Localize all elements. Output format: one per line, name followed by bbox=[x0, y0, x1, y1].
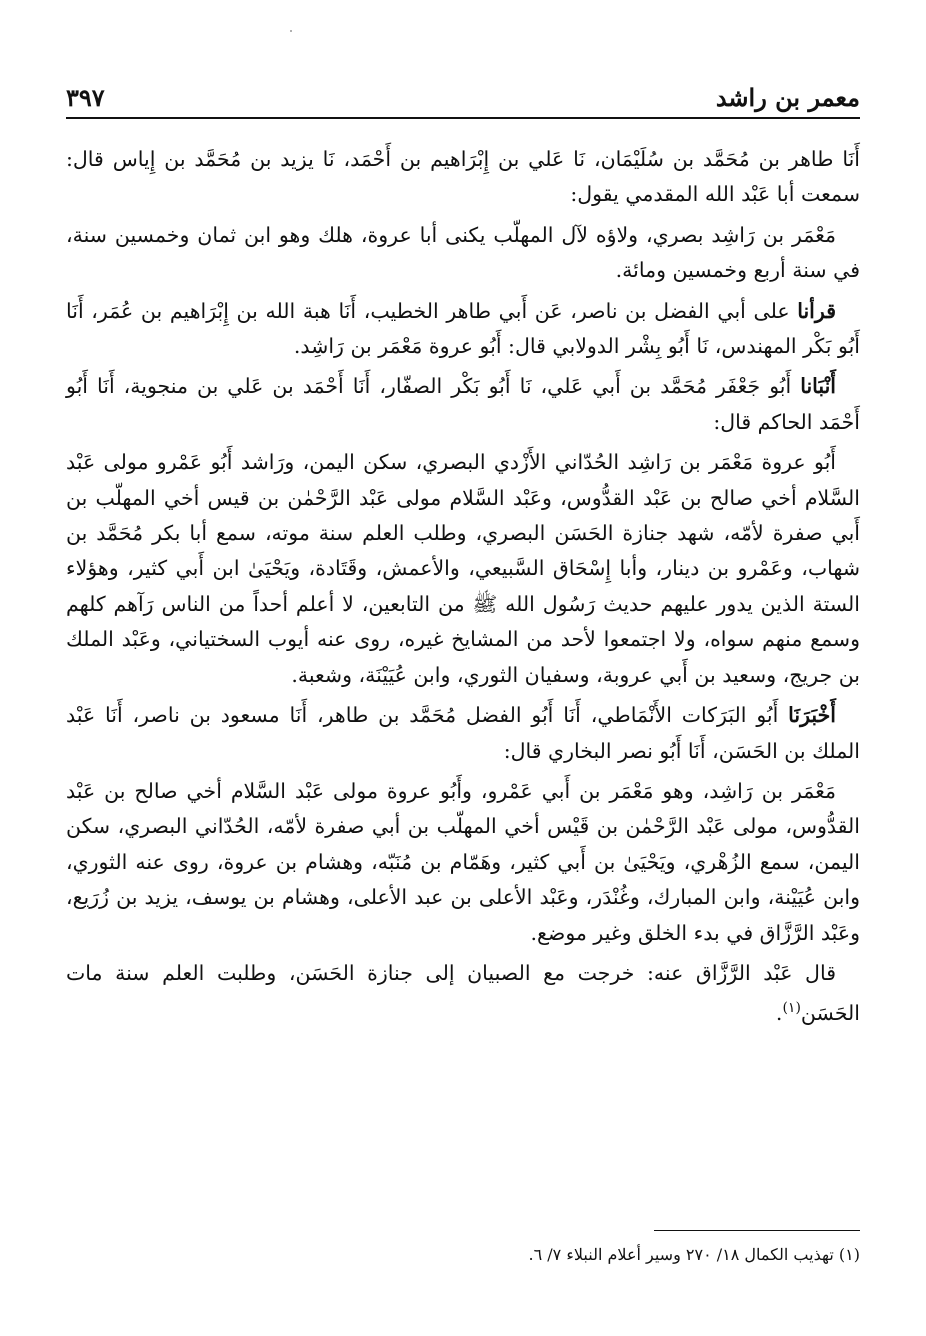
footnote-text: تهذيب الكمال ١٨/ ٢٧٠ وسير أعلام النبلاء ٧/ ٦. bbox=[528, 1245, 834, 1264]
paragraph-lead: أَخْبَرَنَا bbox=[788, 703, 836, 728]
paragraph-text: مَعْمَر بن رَاشِد بصري، ولاؤه لآل المهلّب يكنى أبا عروة، هلك وهو ابن ثمان وخمسين سنة، في سنة أربع وخمسين ومائة. bbox=[66, 222, 860, 283]
paragraph bbox=[66, 698, 860, 769]
header-rule bbox=[66, 117, 860, 119]
paragraph bbox=[66, 294, 860, 365]
scan-speck bbox=[290, 30, 292, 32]
paragraph bbox=[66, 774, 860, 951]
main-text bbox=[66, 142, 860, 1037]
paragraph bbox=[66, 956, 860, 1032]
paragraph-text: أَبُو البَرَكات الأَنْمَاطي، أَنَا أَبُو الفضل مُحَمَّد بن طاهر، أَنَا مسعود بن ناصر، أَنَا عَبْد الملك بن الحَسَن، أَنَا أَبُو نصر البخاري قال: bbox=[66, 703, 860, 763]
paragraph bbox=[66, 445, 860, 693]
paragraph-lead: أَنْبَانا bbox=[800, 374, 836, 399]
footnote bbox=[66, 1240, 860, 1270]
footnote-ref: (١) bbox=[782, 1000, 801, 1017]
paragraph-text: أَبُو عروة مَعْمَر بن رَاشِد الحُدّاني الأَزْدي البصري، سكن اليمن، ورَاشد أَبُو عَمْرو مولى عَبْد السَّلام أخي صالح بن عَبْد القدُّوس، وعَبْد السَّلام مولى عَبْد الرَّحْمٰن بن قيس أخي المهلّب بن أَبي صفرة لأمّه، شهد جنازة الحَسَن البصري، وطلب العلم سنة موته، سمع أبا بكر مُحَمَّد بن شهاب، وعَمْرو بن دينار، وأبا إِسْحَاق السَّبيعي، والأعمش، وقَتَادة، ويَحْيَىٰ ابن أَبي كثير، وهؤلاء الستة الذين يدور عليهم حديث رَسُول الله ﷺ من التابعين، لا أعلم أحداً من الناس رَآهم كلهم وسمع منهم سواه، ولا اجتمعوا لأحد من المشايخ غيره، روى عنه أيوب السختياني، وعَبْد الملك بن جريج، وسعيد بن أَبي عروبة، وسفيان الثوري، وابن عُيَيْنَة، وشعبة. bbox=[66, 450, 860, 687]
paragraph-text: مَعْمَر بن رَاشِد، وهو مَعْمَر بن أَبي عَمْرو، وأَبُو عروة مولى عَبْد السَّلام أخي صالح بن عَبْد القدُّوس، مولى عَبْد الرَّحْمٰن بن قَيْس أخي المهلّب بن أبي صفرة لأمّه، الحُدّاني البصري، سكن اليمن، سمع الزُهْري، ويَحْيَىٰ بن أَبي كثير، وهَمّام بن مُنَبّه، وهشام بن عروة، روى عنه الثوري، وابن عُيَيْنة، وابن المبارك، وغُنْدَر، وعَبْد الأعلى بن عبد الأعلى، وهشام بن يوسف، يزيد بن زُرَيع، وعَبْد الرَّزَّاق في بدء الخلق وغير موضع. bbox=[66, 778, 860, 945]
paragraph-end: . bbox=[775, 1001, 783, 1026]
paragraph bbox=[66, 218, 860, 289]
paragraph-lead: قرأنا bbox=[797, 298, 836, 323]
paragraph bbox=[66, 369, 860, 440]
footnote-marker: (١) bbox=[838, 1245, 860, 1264]
paragraph-text: قال عَبْد الرَّزَّاق عنه: خرجت مع الصبيان إلى جنازة الحَسَن، وطلبت العلم سنة مات الحَسَن bbox=[66, 960, 860, 1026]
paragraph-text: أَبُو جَعْفَر مُحَمَّد بن أَبي عَلي، نَا أَبُو بَكْر الصفّار، أَنَا أَحْمَد بن عَلي بن منجوية، أَنَا أَبُو أَحْمَد الحاكم قال: bbox=[66, 374, 860, 434]
paragraph-text: على أبي الفضل بن ناصر، عَن أَبي طاهر الخطيب، أَنَا هبة الله بن إِبْرَاهيم بن عُمَر، أَنَا أَبُو بَكْر المهندس، نَا أَبُو بِشْر الدولابي قال: أَبُو عروة مَعْمَر بن رَاشِد. bbox=[66, 298, 860, 359]
paragraph bbox=[66, 142, 860, 213]
page-header bbox=[66, 78, 860, 118]
page-number: ٣٩٧ bbox=[66, 83, 105, 112]
paragraph-text: أَنَا طاهر بن مُحَمَّد بن سُلَيْمَان، نَا عَلي بن إِبْرَاهيم بن أَحْمَد، نَا يزيد بن مُحَمَّد بن إِياس قال: سمعت أبا عَبْد الله المقدمي يقول: bbox=[66, 147, 860, 207]
footnote-rule bbox=[654, 1230, 860, 1231]
running-title: معمر بن راشد bbox=[715, 83, 860, 112]
